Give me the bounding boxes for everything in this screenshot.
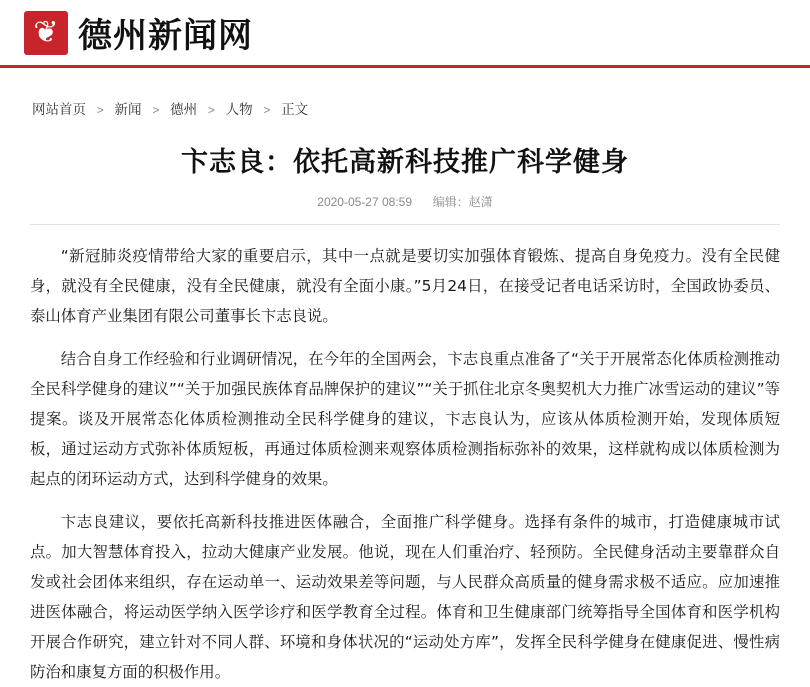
site-brand[interactable] [0,0,810,65]
breadcrumb [30,98,780,118]
flame-logo-icon [24,11,68,55]
breadcrumb-item-people[interactable]: 人物 [225,102,253,117]
page-content [30,68,780,687]
article-editor: 编辑：赵潇 [432,195,493,209]
article-date: 2020-05-27 08:59 [317,195,413,209]
article-paragraph: 卞志良建议，要依托高新科技推进医体融合，全面推广科学健身。选择有条件的城市，打造健康城市试点。加大智慧体育投入，拉动大健康产业发展。他说，现在人们重治疗、轻预防。全民健身活动主要靠群众自发或社会团体来组织，存在运动单一、运动效果差等问题，与人民群众高质量的健身需求极不适应。应加速推进医体融合，将运动医学纳入医学诊疗和医学教育全过程。体育和卫生健康部门统筹指导全国体育和医学机构开展合作研究，建立针对不同人群、环境和身体状况的“运动处方库”，发挥全民科学健身在健康促进、慢性病防治和康复方面的积极作用。 [30,513,780,682]
site-name: 德州新闻网 [78,16,253,56]
breadcrumb-separator-icon: > [207,103,215,117]
article-body [30,241,780,687]
breadcrumb-separator-icon: > [152,103,160,117]
article-meta [30,193,780,210]
breadcrumb-item-current: 正文 [281,102,309,117]
flame-logo-glyph: ❦ [33,14,59,50]
breadcrumb-item-home[interactable]: 网站首页 [32,102,86,117]
breadcrumb-item-dezhou[interactable]: 德州 [170,102,198,117]
breadcrumb-separator-icon: > [263,103,271,117]
article-paragraph: 结合自身工作经验和行业调研情况，在今年的全国两会，卞志良重点准备了“关于开展常态化体质检测推动全民科学健身的建议”“关于加强民族体育品牌保护的建议”“关于抓住北京冬奥契机大力推广冰雪运动的建议”等提案。谈及开展常态化体质检测推动全民科学健身的建议，卞志良认为，应该从体质检测开始，发现体质短板，通过运动方式弥补体质短板，再通过体质检测来观察体质检测指标弥补的效果，这样就构成以体质检测为起点的闭环运动方式，达到科学健身的效果。 [30,350,780,489]
site-header [0,0,810,68]
meta-divider [30,224,780,225]
article-paragraph: “新冠肺炎疫情带给大家的重要启示，其中一点就是要切实加强体育锻炼、提高自身免疫力。没有全民健身，就没有全民健康，没有全民健康，就没有全面小康。”5月24日，在接受记者电话采访时，全国政协委员、泰山体育产业集团有限公司董事长卞志良说。 [30,247,780,326]
breadcrumb-separator-icon: > [96,103,104,117]
page-title: 卞志良：依托高新科技推广科学健身 [181,147,629,178]
breadcrumb-item-news[interactable]: 新闻 [114,102,142,117]
